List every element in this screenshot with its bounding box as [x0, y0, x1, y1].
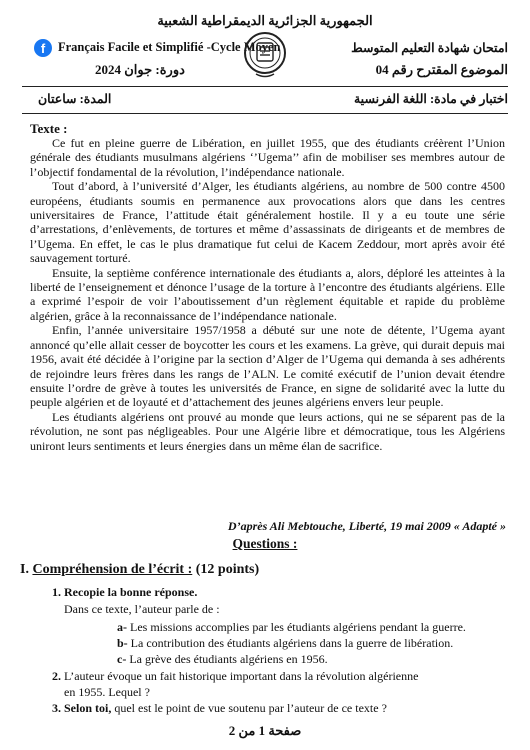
text-source: D’après Ali Mebtouche, Liberté, 19 mai 2009 « Adapté » [227, 519, 506, 533]
reading-text [30, 136, 505, 453]
paragraph: Les étudiants algériens ont prouvé au monde que leurs actions, qui ne se séparent pas de la révolution, ne sont pas négligeables. Pour une Algérie libre et démocratique, tous les Algériens uniront leurs sentiments et leurs énergies dans un même élan de sacrifice. [30, 409, 505, 453]
ministry-logo [242, 30, 288, 80]
paragraph: Tout d’abord, à l’université d’Alger, les étudiants algériens, au nombre de 500 contre 4500 européens, étudiants soumis en permanence aux provocations alors que dans les centres universitaires de France, l’attitude était généralement hostile. Il y a eu toute une série d’arrestations, d’enlèvements, de tortures et même d’assassinats de dirigeants et de membres de l’Ugema. En effet, le cas le plus dramatique fut celui de Kacem Zeddour, mort après avoir été sauvagement torturé. [30, 179, 505, 266]
question-number: 2. [52, 669, 61, 683]
exam-duration: المدة: ساعتان [38, 92, 112, 106]
paragraph: Ce fut en pleine guerre de Libération, en juillet 1955, que des étudiants créèrent l’Union générale des étudiants musulmans algériens ‘’Ugema’’ afin de mobiliser ses membres autour de l’objectif fondamental de la révolution, l’indépendance nationale. [30, 136, 505, 179]
question-2 [52, 669, 418, 684]
option-a [117, 620, 466, 635]
option-text: La grève des étudiants algériens en 1956. [129, 652, 328, 666]
question-text: L’auteur évoque un fait historique important dans la révolution algérienne [64, 669, 419, 683]
exam-session: دورة: جوان 2024 [95, 62, 185, 77]
section-number: I. [20, 562, 29, 577]
exam-title: امتحان شهادة التعليم المتوسط [351, 41, 508, 55]
option-text: La contribution des étudiants algériens dans la guerre de libération. [130, 636, 454, 650]
question-number: 1. [52, 585, 61, 599]
question-2-continued: en 1955. Lequel ? [64, 685, 150, 699]
section-title [20, 562, 259, 578]
option-b [117, 636, 453, 651]
header-divider-top [22, 86, 508, 87]
exam-subject: اختبار في مادة: اللغة الفرنسية [353, 92, 508, 106]
option-letter: b- [117, 636, 128, 650]
section-points: (12 points) [195, 562, 260, 577]
subject-number: الموضوع المقترح رقم 04 [375, 62, 508, 77]
republic-title: الجمهورية الجزائرية الديمقراطية الشعبية [157, 13, 373, 28]
option-letter: a- [117, 620, 127, 634]
header-divider-bottom [22, 113, 508, 114]
site-name: Français Facile et Simplifié -Cycle Moyen [58, 40, 281, 54]
questions-heading: Questions : [232, 536, 298, 551]
question-1-stem: Dans ce texte, l’auteur parle de : [64, 602, 220, 616]
option-text: Les missions accomplies par les étudiants algériens pendant la guerre. [130, 620, 466, 634]
page-number: صفحة 1 من 2 [228, 723, 302, 738]
question-1 [52, 585, 197, 600]
question-number: 3. [52, 701, 61, 715]
option-letter: c- [117, 652, 127, 666]
question-lead: Selon toi, [64, 701, 112, 715]
paragraph: Ensuite, la septième conférence internationale des étudiants a, alors, déploré les atteintes à la liberté de l’enseignement et dénonce l’usage de la torture à l’encontre des étudiants algériens. Elle a exprimé l’espoir de voir l’aboutissement d’un règlement équitable et rapide du problème algérien, grâce à la reconnaissance de l’indépendance nationale. [30, 265, 505, 323]
paragraph: Enfin, l’année universitaire 1957/1958 a débuté sur une note de détente, l’Ugema ayant annoncé qu’elle allait cesser de boycotter les cours et les examens. La grève, qui durait depuis mai 1956, avait été décidée à l’origine par la section d’Alger de l’Ugema qui demanda à ses adhérents de rejoindre leurs frères dans les rangs de l’ALN. Le comité exécutif de l’union devait étendre ensuite l’ordre de grève à toutes les universités de France, en signe de solidarité avec la lutte du peuple algérien et de loyauté et d’attachement des jeunes algériens envers leur peuple. [30, 323, 505, 410]
question-3 [52, 701, 387, 716]
option-c [117, 652, 328, 667]
section-label: Compréhension de l’écrit : [32, 562, 193, 577]
question-title: Recopie la bonne réponse. [64, 585, 198, 599]
facebook-icon: f [34, 39, 52, 57]
question-text: quel est le point de vue soutenu par l’auteur de ce texte ? [114, 701, 387, 715]
text-label: Texte : [30, 121, 68, 136]
